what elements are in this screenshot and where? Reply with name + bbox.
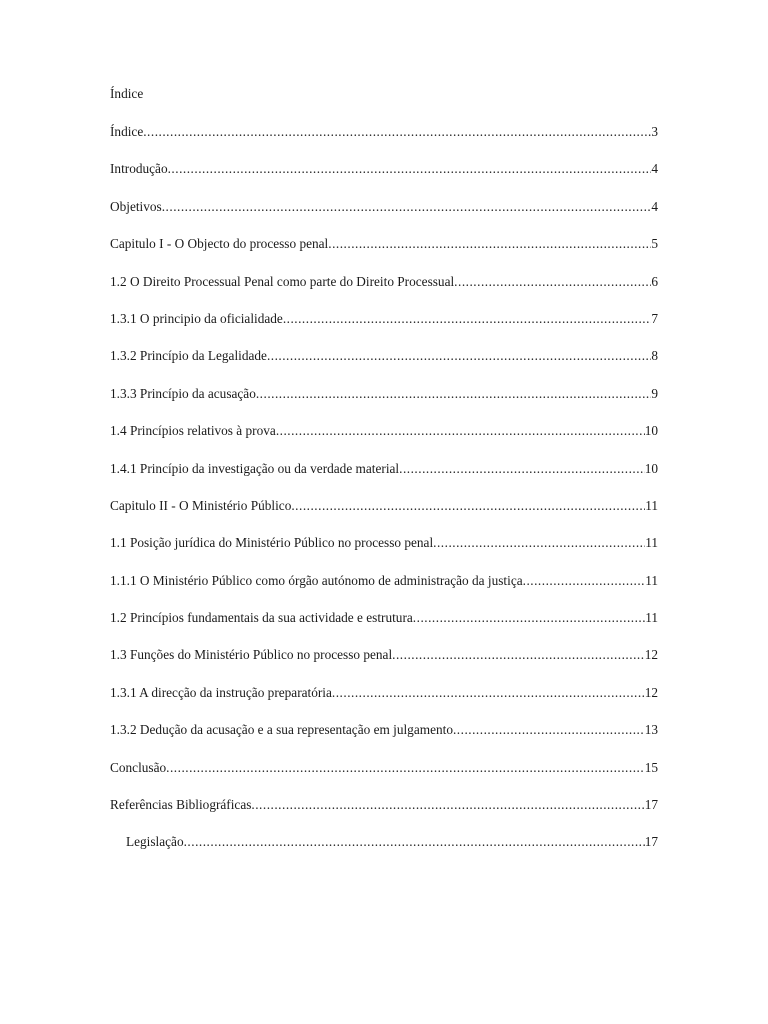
toc-entry-page-number: 8 (651, 348, 658, 364)
toc-entry-page-number: 10 (644, 423, 658, 439)
toc-entry-page-number: 11 (645, 610, 658, 626)
toc-entry[interactable] (110, 386, 658, 423)
toc-entry-title: Referências Bibliográficas (110, 797, 252, 813)
toc-entry-page-number: 12 (644, 647, 658, 663)
toc-entry-title: Objetivos (110, 198, 162, 214)
toc-entry-title: 1.2 Princípios fundamentais da sua actividade e estrutura (110, 610, 413, 626)
toc-dot-leader (291, 498, 645, 514)
toc-entry-page-number: 9 (651, 385, 658, 401)
toc-entry-page-number: 4 (651, 198, 658, 214)
toc-dot-leader (276, 423, 645, 439)
toc-entry-title: 1.4 Princípios relativos à prova (110, 423, 276, 439)
toc-entry[interactable] (110, 647, 658, 684)
toc-entry-page-number: 13 (644, 722, 658, 738)
toc-entry-page-number: 12 (644, 684, 658, 700)
toc-entry[interactable] (110, 161, 658, 198)
toc-entry[interactable] (110, 311, 658, 348)
toc-entry-title: 1.3.1 A direcção da instrução preparatória (110, 684, 332, 700)
toc-entry-title: 1.4.1 Princípio da investigação ou da verdade material (110, 460, 400, 476)
toc-entry-page-number: 15 (644, 759, 658, 775)
toc-heading: Índice (110, 86, 144, 101)
toc-entry-title: 1.1.1 O Ministério Público como órgão autónomo de administração da justiça (110, 572, 523, 588)
toc-entry-title: 1.1 Posição jurídica do Ministério Público no processo penal (110, 535, 434, 551)
table-of-contents (110, 124, 658, 872)
toc-entry[interactable] (110, 573, 658, 610)
toc-dot-leader (184, 834, 645, 850)
toc-dot-leader (453, 722, 645, 738)
toc-entry[interactable] (110, 348, 658, 385)
toc-entry-page-number: 11 (645, 572, 658, 588)
toc-entry[interactable] (110, 124, 658, 161)
toc-entry[interactable] (110, 461, 658, 498)
toc-entry[interactable] (110, 236, 658, 273)
toc-entry-page-number: 17 (644, 834, 658, 850)
toc-dot-leader (162, 199, 652, 215)
toc-dot-leader (523, 573, 646, 589)
toc-entry-title: Conclusão (110, 759, 167, 775)
toc-dot-leader (413, 610, 645, 626)
toc-entry[interactable] (110, 535, 658, 572)
toc-entry-title: 1.3.2 Princípio da Legalidade (110, 348, 267, 364)
toc-entry-page-number: 7 (651, 310, 658, 326)
toc-dot-leader (433, 535, 645, 551)
toc-entry[interactable] (110, 498, 658, 535)
toc-entry-title: 1.3 Funções do Ministério Público no processo penal (110, 647, 393, 663)
toc-dot-leader (328, 236, 651, 252)
toc-entry-title: Introdução (110, 161, 168, 177)
toc-dot-leader (283, 311, 652, 327)
toc-entry-title: 1.3.2 Dedução da acusação e a sua representação em julgamento (110, 722, 453, 738)
toc-dot-leader (332, 685, 645, 701)
toc-dot-leader (256, 386, 651, 402)
toc-dot-leader (454, 274, 651, 290)
toc-dot-leader (143, 124, 651, 140)
toc-dot-leader (166, 760, 645, 776)
toc-entry-title: 1.3.1 O principio da oficialidade (110, 310, 283, 326)
toc-entry[interactable] (110, 834, 658, 871)
toc-entry-page-number: 3 (651, 124, 658, 139)
toc-entry-page-number: 4 (651, 161, 658, 177)
toc-dot-leader (399, 461, 645, 477)
toc-entry-title: Índice (110, 124, 144, 139)
toc-entry[interactable] (110, 423, 658, 460)
toc-entry[interactable] (110, 610, 658, 647)
toc-dot-leader (251, 797, 644, 813)
toc-entry-page-number: 5 (651, 236, 658, 252)
toc-dot-leader (392, 647, 645, 663)
toc-entry[interactable] (110, 722, 658, 759)
toc-entry-title: Capitulo II - O Ministério Público (110, 497, 292, 513)
toc-dot-leader (267, 348, 651, 364)
toc-entry-page-number: 11 (645, 535, 658, 551)
toc-entry[interactable] (110, 760, 658, 797)
toc-entry[interactable] (110, 274, 658, 311)
toc-entry[interactable] (110, 797, 658, 834)
toc-dot-leader (168, 161, 652, 177)
toc-entry[interactable] (110, 199, 658, 236)
toc-entry[interactable] (110, 685, 658, 722)
toc-entry-title: 1.3.3 Princípio da acusação (110, 385, 256, 401)
toc-entry-title: Legislação (126, 834, 184, 850)
toc-entry-page-number: 11 (645, 497, 658, 513)
toc-entry-page-number: 17 (644, 797, 658, 813)
toc-entry-page-number: 6 (651, 273, 658, 289)
toc-entry-page-number: 10 (644, 460, 658, 476)
toc-entry-title: 1.2 O Direito Processual Penal como parte do Direito Processual (110, 273, 455, 289)
toc-entry-title: Capitulo I - O Objecto do processo penal (110, 236, 329, 252)
